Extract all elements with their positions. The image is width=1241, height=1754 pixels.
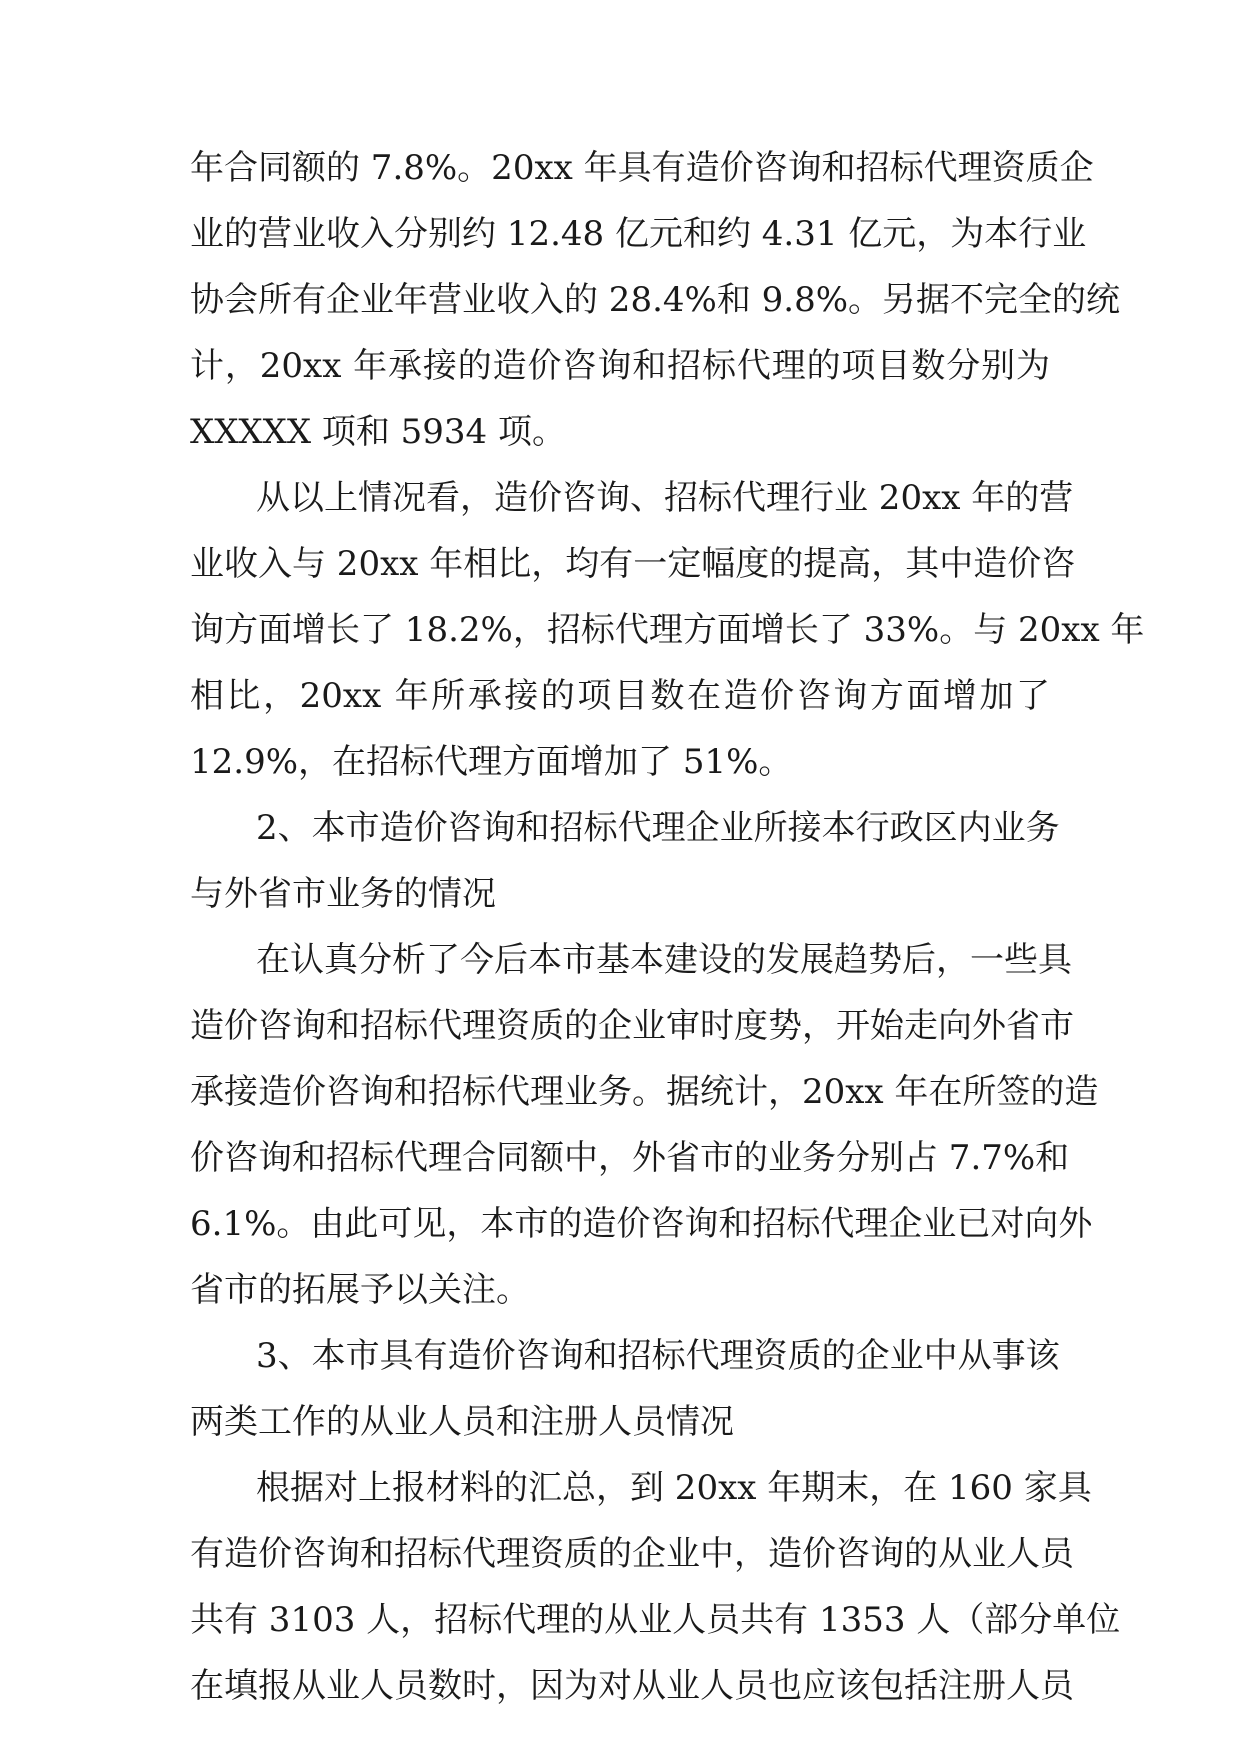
text-line: 在认真分析了今后本市基本建设的发展趋势后，一些具 [256, 940, 1072, 980]
text-line: 12.9%，在招标代理方面增加了 51%。 [190, 742, 793, 782]
paragraph-revenue-stats [190, 148, 1121, 478]
text-line: 承接造价咨询和招标代理业务。据统计，20xx 年在所签的造 [190, 1072, 1099, 1112]
text-line: 省市的拓展予以关注。 [190, 1270, 530, 1310]
paragraph-staff-stats [190, 1468, 1121, 1732]
paragraph-external-business [190, 940, 1099, 1336]
text-line: 业收入与 20xx 年相比，均有一定幅度的提高，其中造价咨 [190, 544, 1076, 584]
text-line: 在填报从业人员数时，因为对从业人员也应该包括注册人员 [190, 1666, 1074, 1706]
text-line: 有造价咨询和招标代理资质的企业中，造价咨询的从业人员 [190, 1534, 1074, 1574]
text-line: 2、本市造价咨询和招标代理企业所接本行政区内业务 [256, 808, 1060, 848]
paragraph-growth-analysis [190, 478, 1145, 808]
text-line: 3、本市具有造价咨询和招标代理资质的企业中从事该 [256, 1336, 1060, 1376]
document-page [190, 148, 1145, 1732]
text-line: 与外省市业务的情况 [190, 874, 496, 914]
text-line: 年合同额的 7.8%。20xx 年具有造价咨询和招标代理资质企 [190, 148, 1094, 188]
text-line: 计，20xx 年承接的造价咨询和招标代理的项目数分别为 [190, 346, 1050, 386]
text-line: 6.1%。由此可见，本市的造价咨询和招标代理企业已对向外 [190, 1204, 1093, 1244]
text-line: 询方面增长了 18.2%，招标代理方面增长了 33%。与 20xx 年 [190, 610, 1145, 650]
text-line: 价咨询和招标代理合同额中，外省市的业务分别占 7.7%和 [190, 1138, 1070, 1178]
text-line: 两类工作的从业人员和注册人员情况 [190, 1402, 734, 1442]
text-line: 协会所有企业年营业收入的 28.4%和 9.8%。另据不完全的统 [190, 280, 1121, 320]
text-line: 业的营业收入分别约 12.48 亿元和约 4.31 亿元，为本行业 [190, 214, 1087, 254]
text-line: 从以上情况看，造价咨询、招标代理行业 20xx 年的营 [256, 478, 1074, 518]
text-line: 造价咨询和招标代理资质的企业审时度势，开始走向外省市 [190, 1006, 1074, 1046]
section-heading-2 [190, 808, 1060, 940]
text-line: XXXXX 项和 5934 项。 [190, 412, 566, 452]
section-heading-3 [190, 1336, 1060, 1468]
text-line: 根据对上报材料的汇总，到 20xx 年期末，在 160 家具 [256, 1468, 1092, 1508]
text-line: 相比，20xx 年所承接的项目数在造价咨询方面增加了 [190, 676, 1050, 716]
text-line: 共有 3103 人，招标代理的从业人员共有 1353 人（部分单位 [190, 1600, 1121, 1640]
